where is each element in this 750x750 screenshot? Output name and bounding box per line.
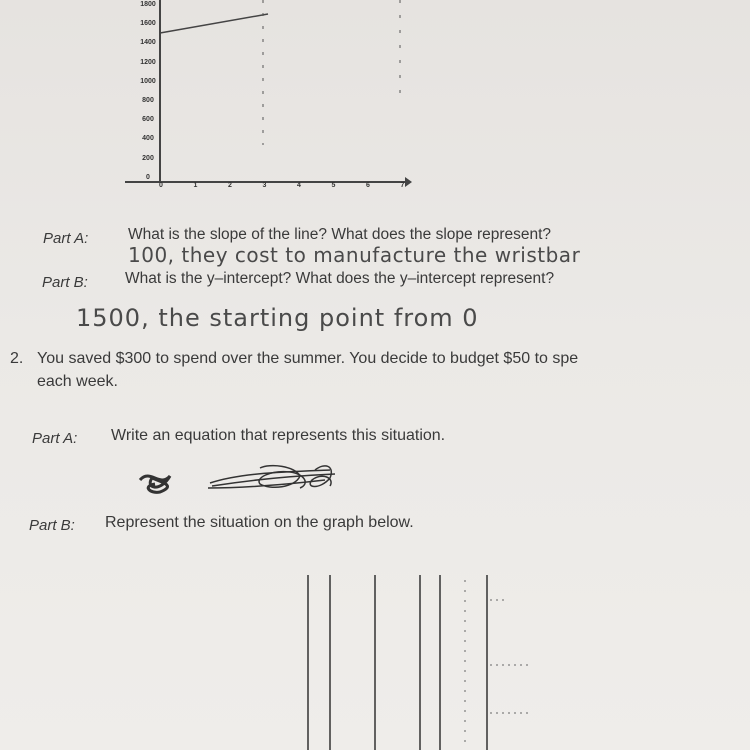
q1-part-a-answer: 100, they cost to manufacture the wristbar <box>128 243 581 267</box>
top-graph-svg <box>120 0 420 200</box>
x-tick-label: 4 <box>297 182 301 189</box>
x-tick-label: 2 <box>228 182 232 189</box>
x-tick-label: 7 <box>400 182 405 189</box>
q1-part-a-label: Part A: <box>43 230 89 247</box>
x-tick-label: 5 <box>331 182 336 189</box>
top-graph <box>120 0 420 200</box>
y-tick-label: 1000 <box>140 77 156 85</box>
y-tick-label: 1600 <box>140 20 156 28</box>
q1-part-a-text: What is the slope of the line? What does the slope represent? <box>128 226 552 243</box>
q1-part-b-text: What is the y–intercept? What does the y–intercept represent? <box>125 270 555 287</box>
y-tick-label: 1200 <box>140 58 156 66</box>
data-line <box>160 14 268 33</box>
q2-part-b-label: Part B: <box>29 517 75 534</box>
q2-text-line2: each week. <box>37 373 118 390</box>
x-tick-label: 1 <box>193 182 198 189</box>
y-tick-label: 1400 <box>140 39 156 47</box>
q2-number: 2. <box>10 350 24 367</box>
y-tick-label: 600 <box>142 116 154 124</box>
bottom-graph-grid <box>300 570 550 750</box>
x-tick-label: 0 <box>159 182 163 189</box>
y-tick-label: 400 <box>142 135 154 143</box>
scribble-answer <box>130 458 360 508</box>
q1-part-b-answer: 1500, the starting point from 0 <box>76 304 479 332</box>
q1-part-b-label: Part B: <box>42 274 88 291</box>
q2-text-line1: You saved $300 to spend over the summer. You decide to budget $50 to spe <box>37 350 579 367</box>
y-tick-label: 200 <box>142 154 154 162</box>
y-tick-label: 1800 <box>140 1 156 8</box>
x-tick-label: 6 <box>366 182 370 189</box>
x-axis-arrow <box>405 177 412 187</box>
q2-part-a-label: Part A: <box>32 430 78 447</box>
y-tick-label: 0 <box>146 173 150 181</box>
y-tick-label: 800 <box>142 97 154 104</box>
q2-part-a-text: Write an equation that represents this situation. <box>111 427 446 444</box>
q2-part-b-text: Represent the situation on the graph below. <box>105 514 414 531</box>
x-tick-label: 3 <box>262 182 267 189</box>
